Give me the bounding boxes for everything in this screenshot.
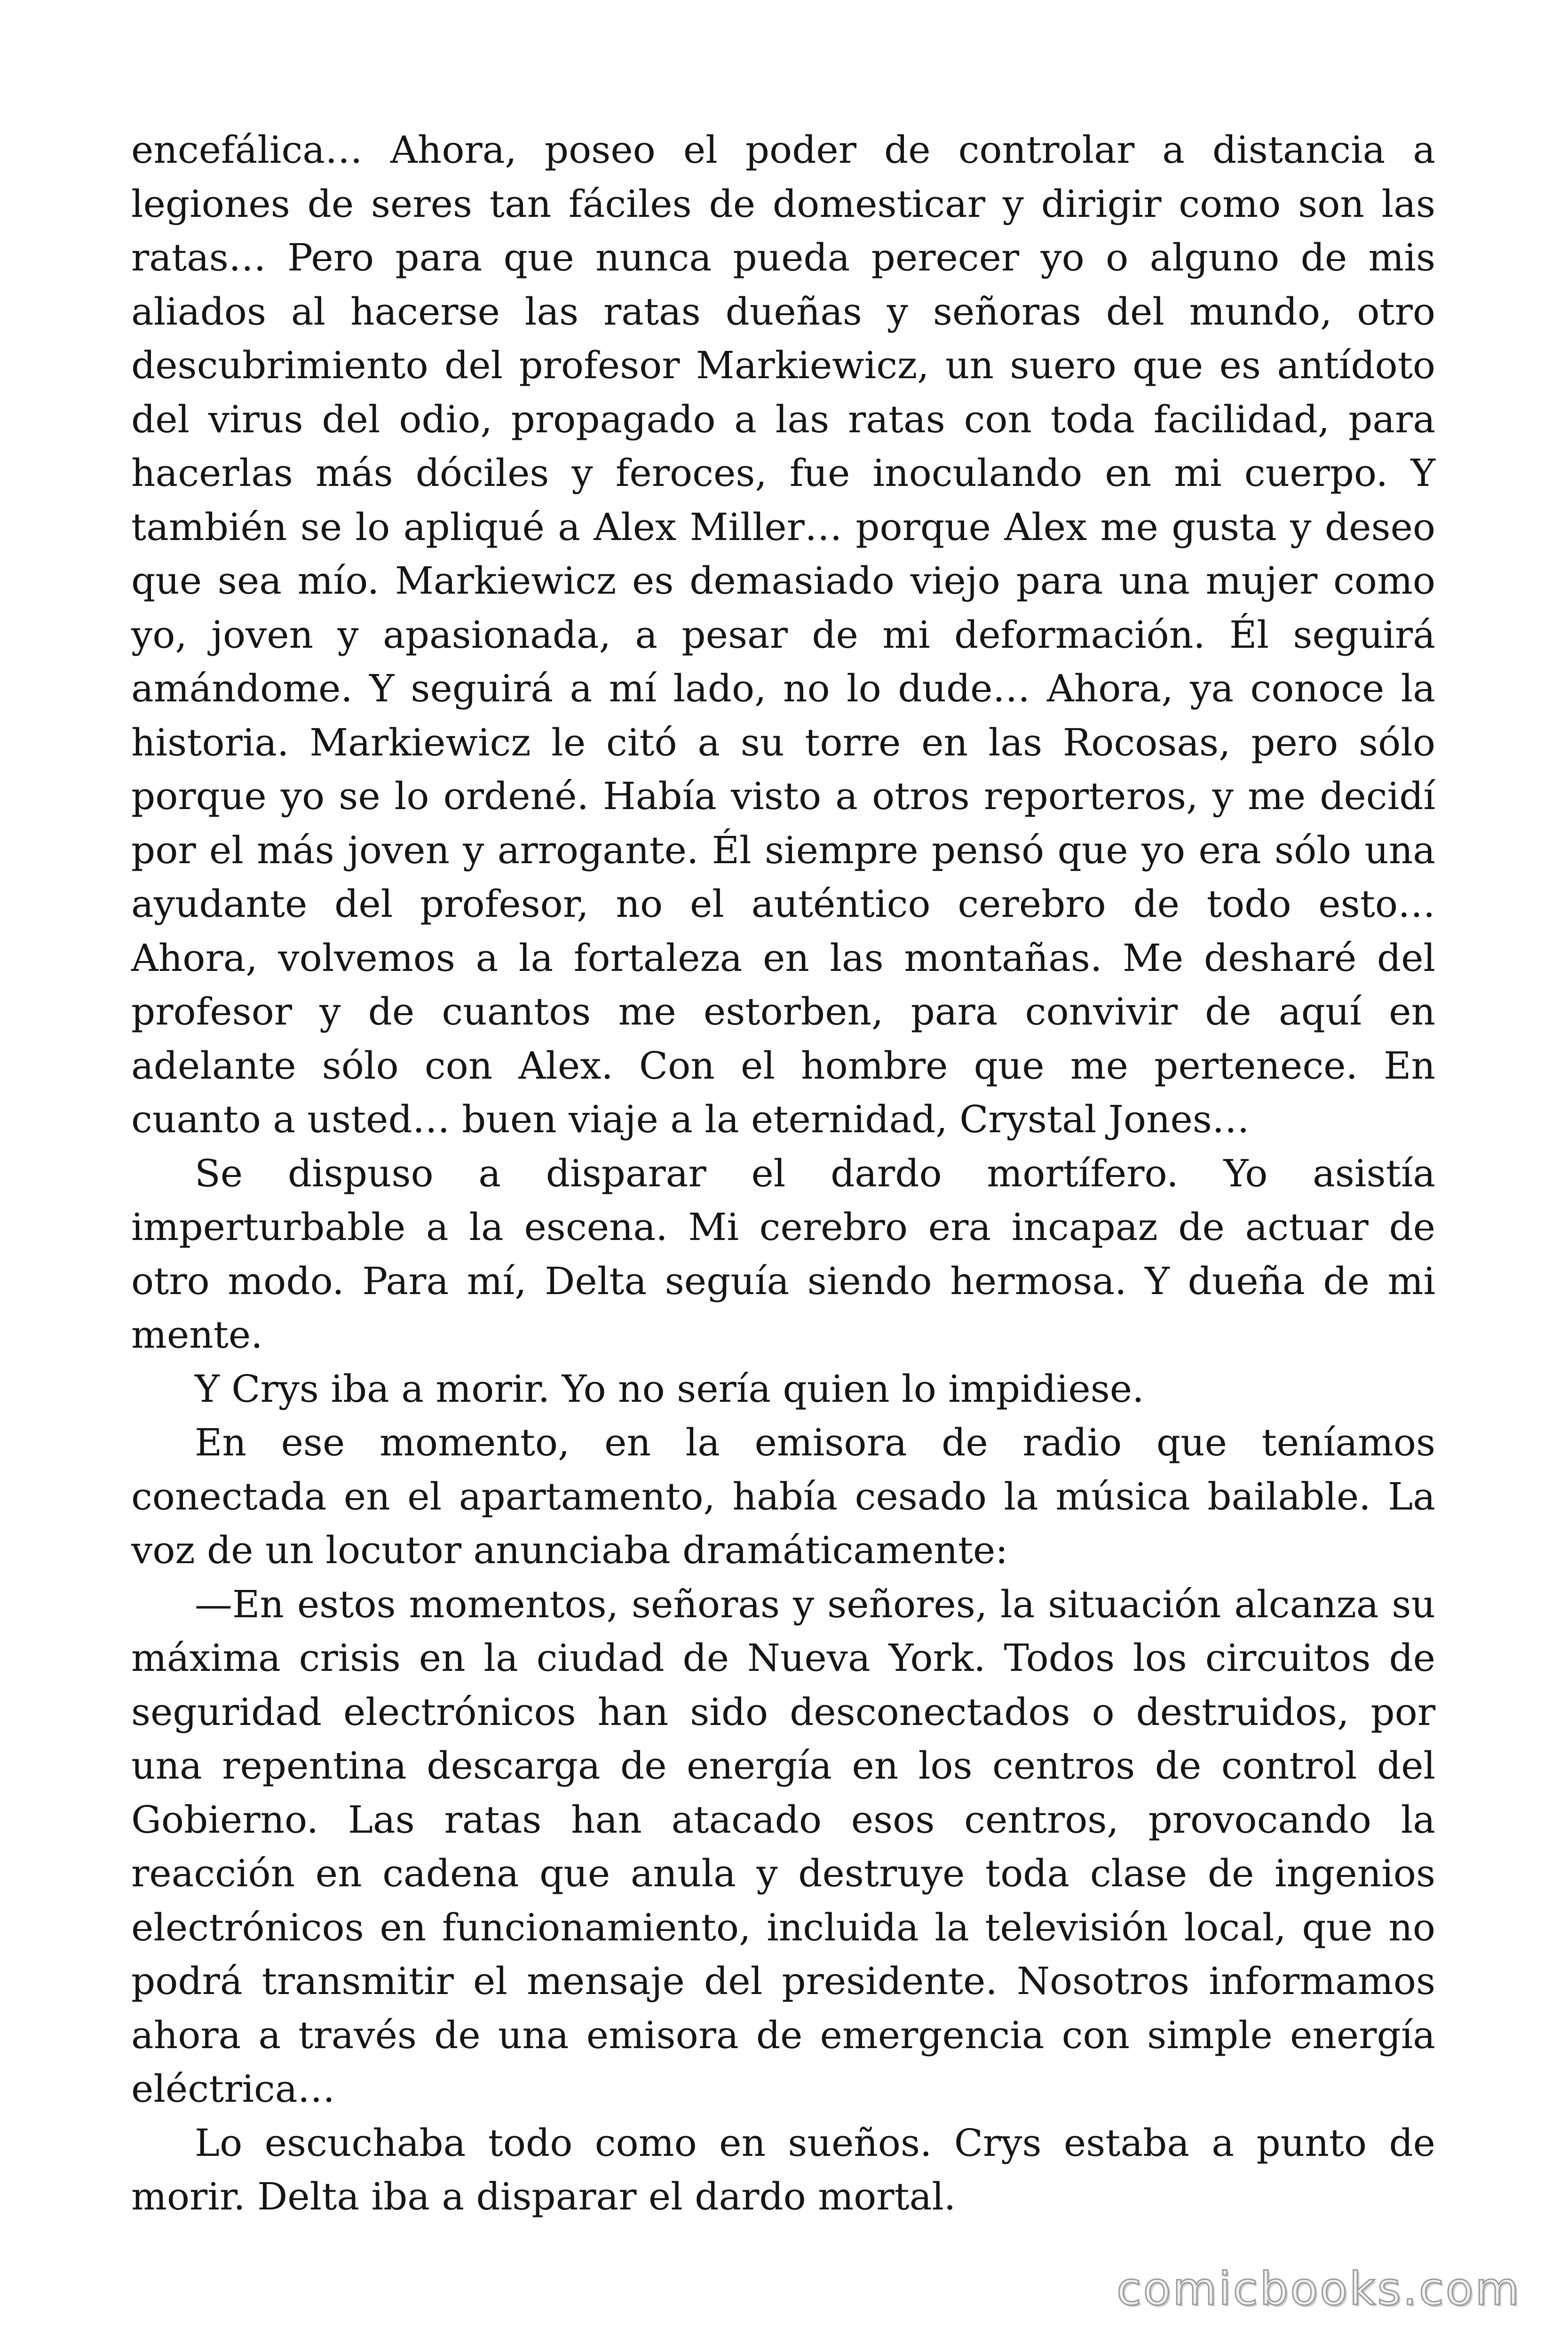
watermark: comicbooks.com <box>1116 2263 1521 2315</box>
paragraph-dialogue: —En estos momentos, señoras y señores, la situación alcanza su máxima crisis en la ciudad de Nueva York. Todos los circuitos de seguridad electrónicos han sido desconectados o destruidos, por una repentina descarga de energía en los centros de control del Gobierno. Las ratas han atacado esos centros, provocando la reacción en cadena que anula y destruye toda clase de ingenios electrónicos en funcionamiento, incluida la televisión local, que no podrá transmitir el mensaje del presidente. Nosotros informamos ahora a través de una emisora de emergencia con simple energía eléctrica… <box>131 1582 1435 2111</box>
paragraph: Lo escuchaba todo como en sueños. Crys estaba a punto de morir. Delta iba a disparar el dardo mortal. <box>131 2121 1435 2218</box>
body-text <box>131 123 1435 2224</box>
paragraph: En ese momento, en la emisora de radio que teníamos conectada en el apartamento, había cesado la música bailable. La voz de un locutor anunciaba dramáticamente: <box>131 1421 1435 1572</box>
paragraph: Y Crys iba a morir. Yo no sería quien lo impidiese. <box>195 1367 1144 1411</box>
paragraph-continued: encefálica… Ahora, poseo el poder de controlar a distancia a legiones de seres tan fáciles de domesticar y dirigir como son las ratas… Pero para que nunca pueda perecer yo o alguno de mis aliados al hacerse las ratas dueñas y señoras del mundo, otro descubrimiento del profesor Markiewicz, un suero que es antídoto del virus del odio, propagado a las ratas con toda facilidad, para hacerlas más dóciles y feroces, fue inoculando en mi cuerpo. Y también se lo apliqué a Alex Miller… porque Alex me gusta y deseo que sea mío. Markiewicz es demasiado viejo para una mujer como yo, joven y apasionada, a pesar de mi deformación. Él seguirá amándome. Y seguirá a mí lado, no lo dude… Ahora, ya conoce la historia. Markiewicz le citó a su torre en las Rocosas, pero sólo porque yo se lo ordené. Había visto a otros reporteros, y me decidí por el más joven y arrogante. Él siempre pensó que yo era sólo una ayudante del profesor, no el auténtico cerebro de todo esto… Ahora, volvemos a la fortaleza en las montañas. Me desharé del profesor y de cuantos me estorben, para convivir de aquí en adelante sólo con Alex. Con el hombre que me pertenece. En cuanto a usted… buen viaje a la eternidad, Crystal Jones… <box>131 128 1435 1141</box>
paragraph: Se dispuso a disparar el dardo mortífero. Yo asistía imperturbable a la escena. Mi cerebro era incapaz de actuar de otro modo. Para mí, Delta seguía siendo hermosa. Y dueña de mi mente. <box>131 1151 1435 1357</box>
